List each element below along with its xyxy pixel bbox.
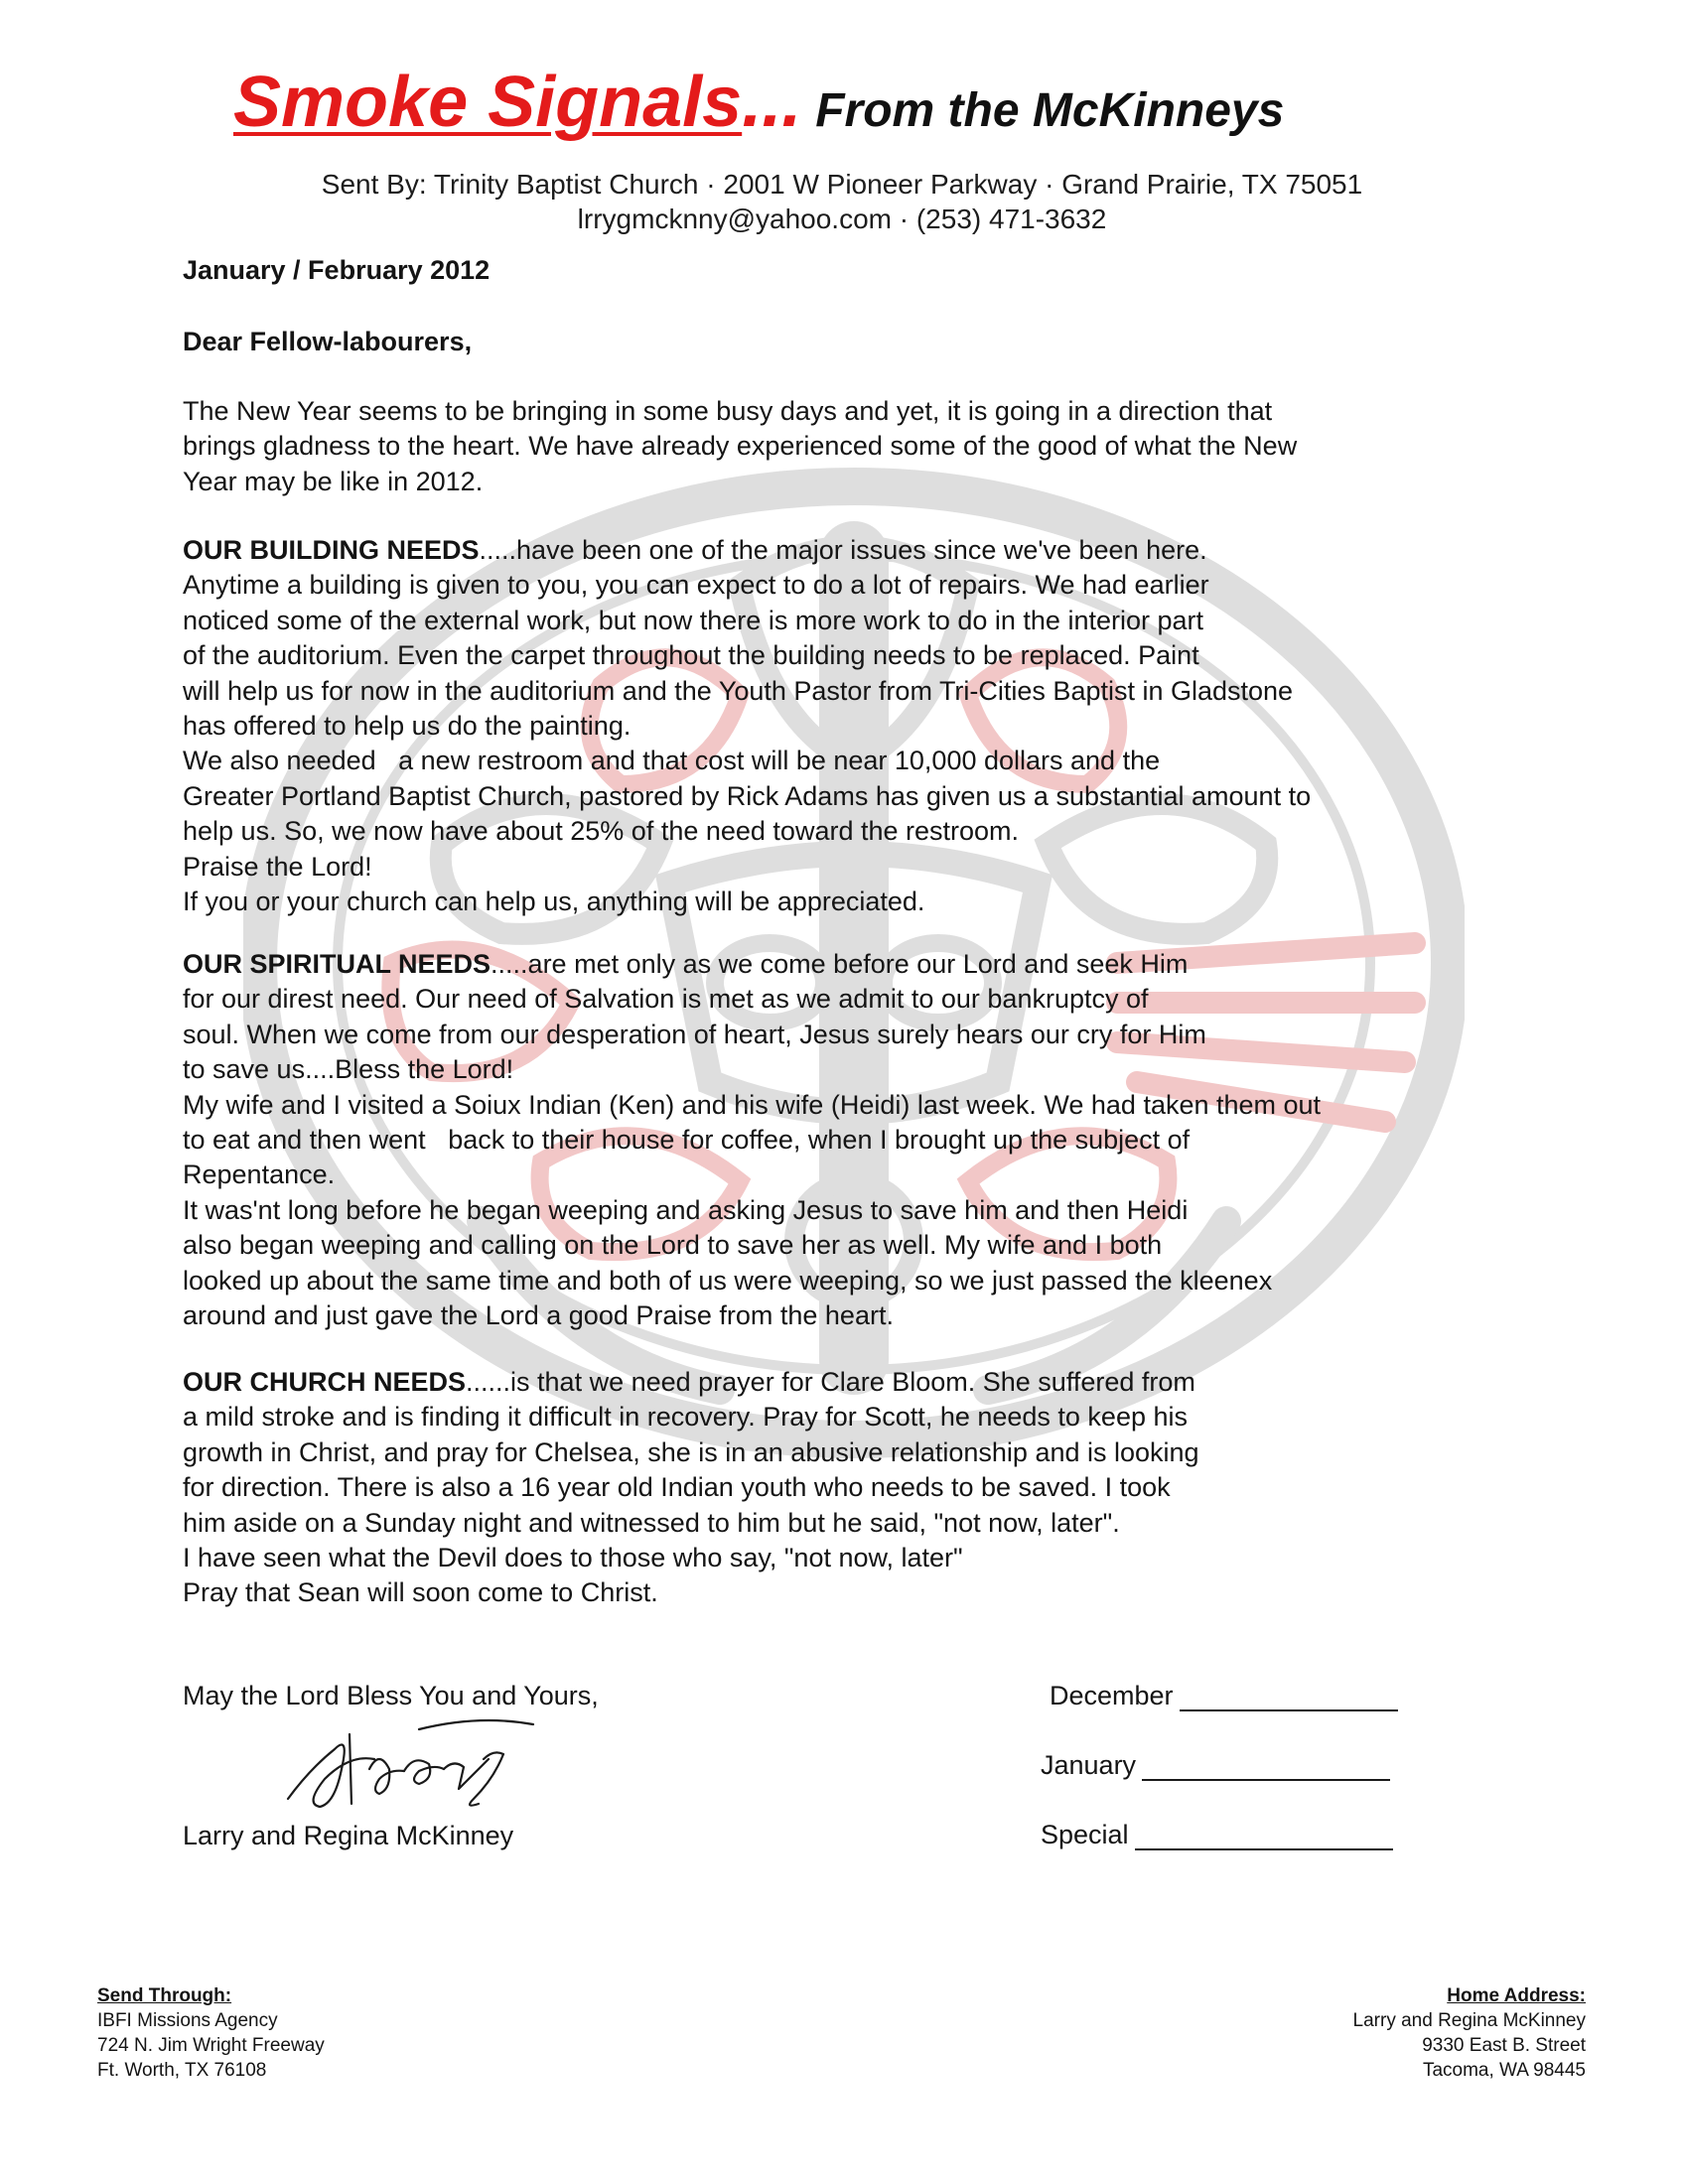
masthead xyxy=(233,62,1465,143)
address-line: Larry and Regina McKinney xyxy=(1352,2010,1586,2031)
intro-paragraph xyxy=(183,394,1513,499)
paragraph-line: around and just gave the Lord a good Praise from the heart. xyxy=(183,1300,894,1331)
paragraph-line: We also needed a new restroom and that cost will be near 10,000 dollars and the xyxy=(183,746,1161,776)
paragraph-line: to save us....Bless the Lord! xyxy=(183,1054,514,1085)
paragraph-line: also began weeping and calling on the Lord to save her as well. My wife and I both xyxy=(183,1230,1163,1261)
paragraph-line: growth in Christ, and pray for Chelsea, she is in an abusive relationship and is looking xyxy=(183,1436,1199,1467)
spiritual-needs-section xyxy=(183,947,1513,1333)
gift-amount-blank[interactable] xyxy=(1135,1823,1393,1850)
paragraph-line: soul. When we come from our desperation of heart, Jesus surely hears our cry for Him xyxy=(183,1019,1206,1049)
address-line: 9330 East B. Street xyxy=(1422,2035,1586,2056)
section-first-line xyxy=(183,947,1513,982)
paragraph-line: for direction. There is also a 16 year old Indian youth who needs to be saved. I took xyxy=(183,1472,1171,1503)
gift-amount-blank[interactable] xyxy=(1142,1753,1390,1781)
signer-name: Larry and Regina McKinney xyxy=(183,1821,514,1850)
paragraph-line: I have seen what the Devil does to those who say, "not now, later" xyxy=(183,1543,963,1573)
address-line: IBFI Missions Agency xyxy=(97,2010,278,2031)
gift-amount-blank[interactable] xyxy=(1180,1684,1398,1711)
home-address-title: Home Address: xyxy=(1447,1985,1586,2006)
paragraph-line: for our direst need. Our need of Salvation is met as we admit to our bankruptcy of xyxy=(183,984,1149,1015)
paragraph-text: ......is that we need prayer for Clare Bloom. She suffered from xyxy=(466,1367,1195,1397)
paragraph-text: .....are met only as we come before our Lord and seek Him xyxy=(491,949,1189,979)
closing-line: May the Lord Bless You and Yours, xyxy=(183,1681,599,1710)
contact-line: lrrygmcknny@yahoo.com · (253) 471-3632 xyxy=(577,204,1107,234)
paragraph-line: My wife and I visited a Soiux Indian (Ken) and his wife (Heidi) last week. We had taken them out xyxy=(183,1089,1322,1120)
paragraph-line: to eat and then went back to their house for coffee, when I brought up the subject of xyxy=(183,1125,1191,1156)
newsletter-title: Smoke Signals xyxy=(233,63,743,142)
building-needs-heading: OUR BUILDING NEEDS xyxy=(183,535,480,565)
paragraph-line: Pray that Sean will soon come to Christ. xyxy=(183,1577,658,1608)
section-first-line xyxy=(183,533,1513,568)
address-line: Tacoma, WA 98445 xyxy=(1422,2060,1586,2081)
section-first-line xyxy=(183,1365,1513,1400)
gift-label-january: January xyxy=(1041,1750,1137,1780)
paragraph-line: brings gladness to the heart. We have already experienced some of the good of what the New xyxy=(183,431,1298,462)
send-through-address xyxy=(97,1983,325,2083)
paragraph-line: Praise the Lord! xyxy=(183,851,372,882)
paragraph-line: Greater Portland Baptist Church, pastored by Rick Adams has given us a substantial amount to xyxy=(183,780,1312,811)
paragraph-line: looked up about the same time and both of us were weeping, so we just passed the kleenex xyxy=(183,1265,1273,1296)
paragraph-line: Repentance. xyxy=(183,1160,336,1190)
paragraph-line: It was'nt long before he began weeping and asking Jesus to save him and then Heidi xyxy=(183,1194,1189,1225)
address-line: Ft. Worth, TX 76108 xyxy=(97,2060,267,2081)
sent-by-line: Sent By: Trinity Baptist Church · 2001 W Pioneer Parkway · Grand Prairie, TX 75051 xyxy=(321,169,1363,200)
gift-label-special: Special xyxy=(1041,1820,1129,1849)
paragraph-line: Year may be like in 2012. xyxy=(183,466,484,496)
paragraph-line: noticed some of the external work, but now there is more work to do in the interior part xyxy=(183,605,1204,635)
gift-line-december xyxy=(1050,1681,1398,1711)
paragraph-line: If you or your church can help us, anything will be appreciated. xyxy=(183,887,925,917)
gift-line-special xyxy=(1041,1820,1393,1850)
building-needs-section xyxy=(183,533,1513,919)
church-needs-section xyxy=(183,1365,1513,1611)
gift-line-january xyxy=(1041,1750,1390,1781)
paragraph-line: The New Year seems to be bringing in some busy days and yet, it is going in a direction that xyxy=(183,396,1273,426)
send-through-title: Send Through: xyxy=(97,1985,232,2006)
spiritual-needs-heading: OUR SPIRITUAL NEEDS xyxy=(183,949,491,979)
paragraph-line: of the auditorium. Even the carpet throughout the building needs to be replaced. Paint xyxy=(183,640,1199,671)
paragraph-line: has offered to help us do the painting. xyxy=(183,711,632,742)
paragraph-line: him aside on a Sunday night and witnessed to him but he said, "not now, later". xyxy=(183,1507,1120,1538)
paragraph-line: will help us for now in the auditorium and the Youth Pastor from Tri-Cities Baptist in Gladstone xyxy=(183,675,1294,706)
handwritten-signature xyxy=(280,1709,538,1819)
paragraph-text: .....have been one of the major issues since we've been here. xyxy=(479,535,1207,565)
paragraph-line: help us. So, we now have about 25% of the need toward the restroom. xyxy=(183,816,1020,847)
paragraph-line: Anytime a building is given to you, you can expect to do a lot of repairs. We had earlier xyxy=(183,570,1209,601)
home-address xyxy=(1353,1983,1586,2083)
title-ellipsis: ... xyxy=(742,63,802,142)
address-line: 724 N. Jim Wright Freeway xyxy=(97,2035,325,2056)
greeting: Dear Fellow-labourers, xyxy=(183,327,473,356)
paragraph-line: a mild stroke and is finding it difficult in recovery. Pray for Scott, he needs to keep his xyxy=(183,1402,1188,1433)
newsletter-subtitle: From the McKinneys xyxy=(815,84,1285,137)
letter-date: January / February 2012 xyxy=(183,255,491,285)
church-needs-heading: OUR CHURCH NEEDS xyxy=(183,1367,467,1397)
gift-label-december: December xyxy=(1050,1681,1174,1710)
